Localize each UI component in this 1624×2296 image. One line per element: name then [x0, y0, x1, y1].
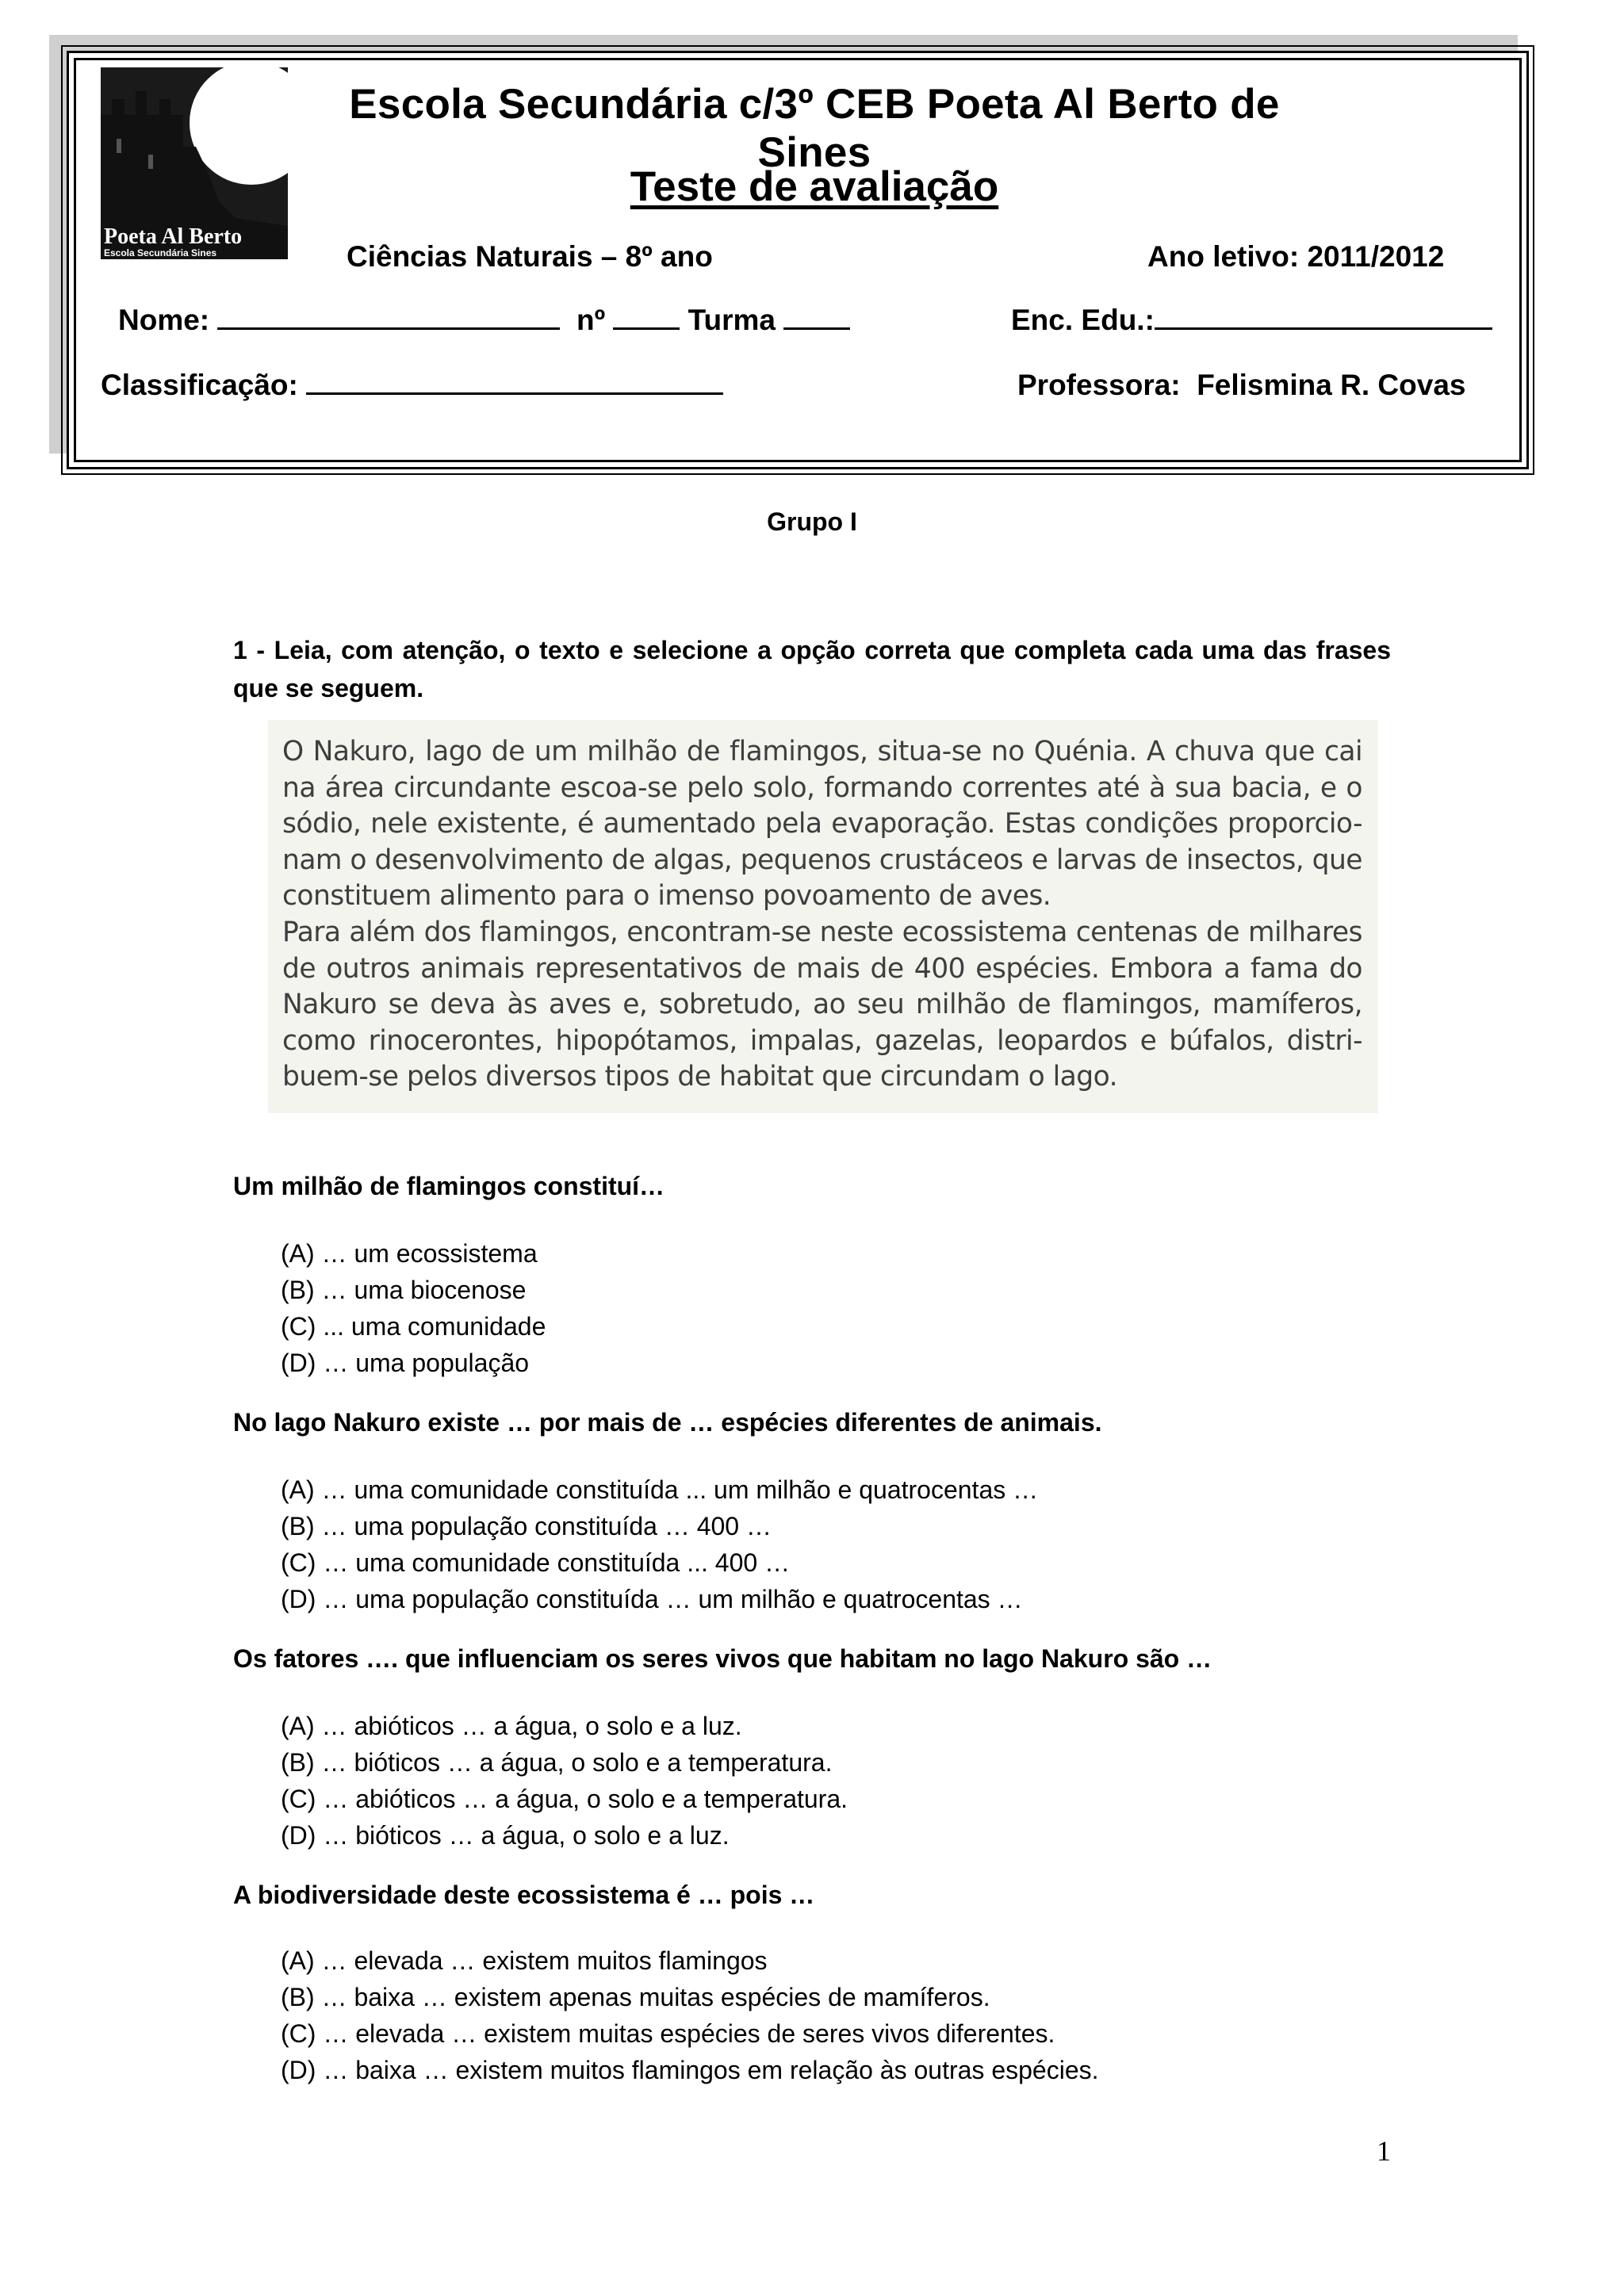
class-field[interactable]: [783, 304, 850, 330]
header-box: [67, 51, 1529, 469]
answer-option[interactable]: (B) … baixa … existem apenas muitas espécies de mamíferos.: [281, 1983, 990, 2011]
answer-option[interactable]: (A) … abióticos … a água, o solo e a luz.: [281, 1712, 742, 1740]
answer-option[interactable]: (D) … bióticos … a água, o solo e a luz.: [281, 1821, 730, 1850]
guardian-row: [1011, 304, 1492, 337]
grade-row: [101, 369, 723, 402]
answer-option[interactable]: (B) … uma biocenose: [281, 1276, 527, 1304]
answer-option[interactable]: (A) … um ecossistema: [281, 1239, 538, 1268]
number-field[interactable]: [613, 304, 680, 330]
question-stem: Os fatores …. que influenciam os seres vivos que habitam no lago Nakuro são …: [233, 1644, 1212, 1673]
number-label: nº: [576, 304, 606, 336]
school-logo: [101, 67, 288, 259]
question-stem: Um milhão de flamingos constituí…: [233, 1172, 665, 1200]
guardian-label: Enc. Edu.:: [1011, 304, 1155, 336]
school-name: Escola Secundária c/3º CEB Poeta Al Berto de Sines: [349, 81, 1280, 176]
svg-text:Poeta Al Berto: Poeta Al Berto: [104, 224, 243, 249]
grade-label: Classificação:: [101, 369, 298, 401]
school-year: Ano letivo: 2011/2012: [1147, 240, 1445, 273]
answer-option[interactable]: (D) … uma população: [281, 1349, 530, 1377]
class-label: Turma: [688, 304, 776, 336]
answer-option[interactable]: (C) … uma comunidade constituída ... 400 …: [281, 1548, 791, 1577]
teacher-name: Professora: Felismina R. Covas: [1017, 369, 1466, 401]
reading-passage: [268, 720, 1378, 1113]
answer-option[interactable]: (B) … uma população constituída … 400 …: [281, 1512, 772, 1540]
passage-paragraph: O Nakuro, lago de um milhão de flamingos, situa-se no Quénia. A chuva que cai na área circundante escoa-se pelo solo, formando correntes até à sua bacia, e o sódio, nele existente, é aumentado pela evaporação. Estas condições proporcio-nam o desenvolvimento de algas, pequenos crustáceos e larvas de insectos, que constituem alimento para o imenso povoamento de aves.: [282, 736, 1362, 913]
name-field[interactable]: [217, 304, 560, 330]
answer-option[interactable]: (C) … abióticos … a água, o solo e a temperatura.: [281, 1785, 848, 1813]
course-label: Ciências Naturais – 8º ano: [347, 240, 713, 273]
page-number: 1: [1377, 2135, 1391, 2167]
passage-paragraph: Para além dos flamingos, encontram-se neste ecossistema centenas de milhares de outros animais representativos de mais de 400 espécies. Embora a fama do Nakuro se deva às aves e, sobretudo, ao seu milhão de flamingos, mamíferos, como rinocerontes, hipopótamos, impalas, gazelas, leopardos e búfalos, distri-buem-se pelos diversos tipos de habitat que circundam o lago.: [282, 916, 1362, 1093]
answer-option[interactable]: (D) … baixa … existem muitos flamingos em relação às outras espécies.: [281, 2056, 1099, 2084]
instruction: 1 - Leia, com atenção, o texto e selecione a opção correta que completa cada uma das frases que se seguem.: [233, 636, 1391, 702]
test-title: Teste de avaliação: [630, 163, 999, 210]
guardian-field[interactable]: [1155, 304, 1492, 330]
answer-option[interactable]: (B) … bióticos … a água, o solo e a temperatura.: [281, 1748, 833, 1777]
answer-option[interactable]: (C) … elevada … existem muitas espécies de seres vivos diferentes.: [281, 2019, 1055, 2048]
grade-field[interactable]: [306, 369, 723, 395]
group-title: Grupo I: [767, 507, 857, 536]
answer-option[interactable]: (A) … uma comunidade constituída ... um milhão e quatrocentas …: [281, 1475, 1039, 1504]
question-stem: No lago Nakuro existe … por mais de … espécies diferentes de animais.: [233, 1408, 1102, 1437]
answer-option[interactable]: (D) … uma população constituída … um milhão e quatrocentas …: [281, 1585, 1023, 1613]
name-label: Nome:: [118, 304, 210, 336]
answer-option[interactable]: (A) … elevada … existem muitos flamingos: [281, 1946, 768, 1975]
name-row: [118, 304, 850, 337]
question-stem: A biodiversidade deste ecossistema é … pois …: [233, 1881, 815, 1909]
answer-option[interactable]: (C) ... uma comunidade: [281, 1312, 546, 1341]
svg-text:Escola Secundária Sines: Escola Secundária Sines: [104, 247, 217, 258]
